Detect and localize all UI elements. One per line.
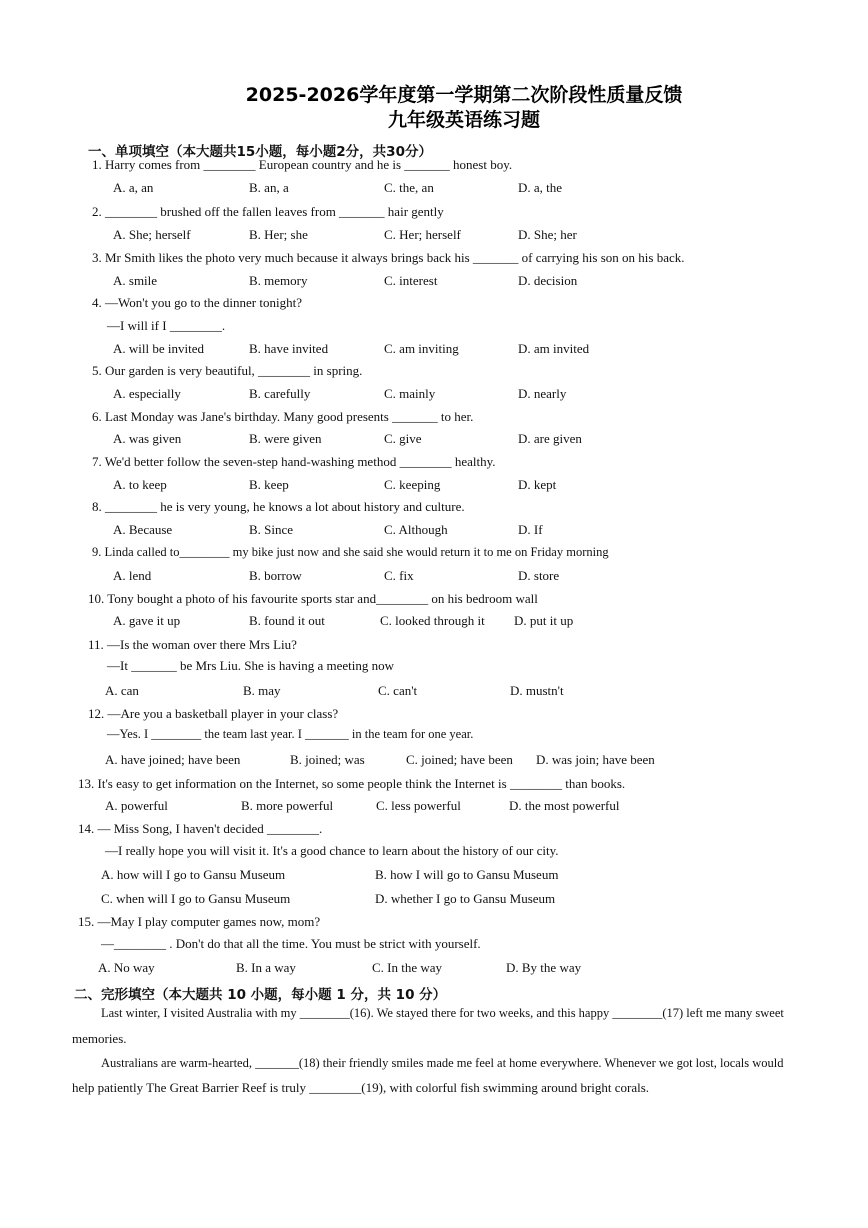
question-stem: 4. —Won't you go to the dinner tonight? xyxy=(92,295,302,310)
question-option: A. No way xyxy=(98,960,155,975)
question-option: B. may xyxy=(243,683,281,698)
question-option: A. smile xyxy=(113,273,158,288)
question-option: C. the, an xyxy=(384,180,434,195)
question-option: B. memory xyxy=(249,273,308,288)
question-option: C. when will I go to Gansu Museum xyxy=(101,891,291,906)
question-stem: 3. Mr Smith likes the photo very much because it always brings back his _______ of carrying his son on his back. xyxy=(92,250,685,265)
question-stem-reply: —I will if I ________. xyxy=(107,318,226,333)
question-option: B. an, a xyxy=(249,180,289,195)
question-option: B. keep xyxy=(249,477,289,492)
question-stem: 15. —May I play computer games now, mom? xyxy=(78,914,321,929)
section-2-heading: 二、完形填空（本大题共 10 小题，每小题 1 分，共 10 分） xyxy=(74,987,447,1003)
question-option: A. lend xyxy=(113,568,152,583)
question-stem-reply: —I really hope you will visit it. It's a good chance to learn about the history of our city. xyxy=(105,843,559,858)
question-option: B. were given xyxy=(249,431,322,446)
question-stem: 14. — Miss Song, I haven't decided ________. xyxy=(78,821,323,836)
question-option: B. In a way xyxy=(236,960,296,975)
question-option: D. the most powerful xyxy=(509,798,620,813)
exam-title: 2025-2026学年度第一学期第二次阶段性质量反馈 xyxy=(245,84,683,106)
question-option: D. store xyxy=(518,568,560,583)
question-stem: 10. Tony bought a photo of his favourite sports star and________ on his bedroom wall xyxy=(88,591,538,606)
question-option: B. carefully xyxy=(249,386,311,401)
question-option: B. Her; she xyxy=(249,227,308,242)
question-option: C. give xyxy=(384,431,422,446)
exam-subtitle: 九年级英语练习题 xyxy=(387,109,540,131)
question-option: D. put it up xyxy=(514,613,574,628)
passage-line: memories. xyxy=(72,1031,127,1046)
question-option: B. Since xyxy=(249,522,294,537)
passage-line: Australians are warm-hearted, _______(18) their friendly smiles made me feel at home everywhere. Whenever we got lost, locals would xyxy=(101,1056,784,1070)
question-option: A. powerful xyxy=(105,798,168,813)
question-option: C. In the way xyxy=(372,960,443,975)
question-option: D. mustn't xyxy=(510,683,564,698)
question-option: C. mainly xyxy=(384,386,436,401)
question-option: A. gave it up xyxy=(113,613,181,628)
question-stem: 8. ________ he is very young, he knows a lot about history and culture. xyxy=(92,499,465,514)
question-option: D. a, the xyxy=(518,180,563,195)
question-option: C. Although xyxy=(384,522,448,537)
question-stem: 9. Linda called to________ my bike just now and she said she would return it to me on Friday morning xyxy=(92,545,609,559)
question-option: A. Because xyxy=(113,522,173,537)
question-option: D. nearly xyxy=(518,386,567,401)
question-stem-reply: —Yes. I ________ the team last year. I _______ in the team for one year. xyxy=(107,727,474,741)
question-option: C. joined; have been xyxy=(406,752,513,767)
question-option: C. keeping xyxy=(384,477,441,492)
question-stem: 11. —Is the woman over there Mrs Liu? xyxy=(88,637,297,652)
question-option: D. are given xyxy=(518,431,582,446)
question-option: A. especially xyxy=(113,386,181,401)
question-option: B. have invited xyxy=(249,341,329,356)
passage-line: Last winter, I visited Australia with my ________(16). We stayed there for two weeks, and this happy ________(17) left me many sweet xyxy=(101,1006,784,1020)
question-option: D. If xyxy=(518,522,543,537)
question-option: A. will be invited xyxy=(113,341,204,356)
question-option: D. whether I go to Gansu Museum xyxy=(375,891,556,906)
passage-line: help patiently The Great Barrier Reef is truly ________(19), with colorful fish swimming around bright corals. xyxy=(72,1080,650,1095)
question-option: D. By the way xyxy=(506,960,582,975)
question-option: C. looked through it xyxy=(380,613,485,628)
question-option: A. was given xyxy=(113,431,182,446)
question-option: D. am invited xyxy=(518,341,590,356)
question-option: A. a, an xyxy=(113,180,154,195)
question-stem: 5. Our garden is very beautiful, ________ in spring. xyxy=(92,363,363,378)
question-option: A. She; herself xyxy=(113,227,191,242)
question-option: B. borrow xyxy=(249,568,302,583)
question-option: C. interest xyxy=(384,273,438,288)
question-option: B. more powerful xyxy=(241,798,334,813)
question-stem: 13. It's easy to get information on the Internet, so some people think the Internet is ________ than books. xyxy=(78,776,626,791)
question-option: D. decision xyxy=(518,273,578,288)
section-1-heading: 一、单项填空（本大题共15小题，每小题2分，共30分） xyxy=(88,144,432,160)
question-option: A. have joined; have been xyxy=(105,752,241,767)
question-option: D. She; her xyxy=(518,227,577,242)
question-option: C. fix xyxy=(384,568,414,583)
question-stem-reply: —It _______ be Mrs Liu. She is having a meeting now xyxy=(107,658,395,673)
question-stem: 2. ________ brushed off the fallen leaves from _______ hair gently xyxy=(92,204,444,219)
question-stem-reply: —________ . Don't do that all the time. You must be strict with yourself. xyxy=(101,936,481,951)
question-option: C. less powerful xyxy=(376,798,461,813)
question-option: C. can't xyxy=(378,683,418,698)
question-option: D. was join; have been xyxy=(536,752,655,767)
question-option: D. kept xyxy=(518,477,557,492)
question-stem: 6. Last Monday was Jane's birthday. Many good presents _______ to her. xyxy=(92,409,474,424)
question-stem: 1. Harry comes from ________ European country and he is _______ honest boy. xyxy=(92,157,513,172)
question-option: A. how will I go to Gansu Museum xyxy=(101,867,286,882)
question-option: C. am inviting xyxy=(384,341,459,356)
question-option: B. found it out xyxy=(249,613,325,628)
question-stem: 7. We'd better follow the seven-step hand-washing method ________ healthy. xyxy=(92,454,496,469)
question-option: B. joined; was xyxy=(290,752,365,767)
question-option: C. Her; herself xyxy=(384,227,461,242)
question-option: A. to keep xyxy=(113,477,167,492)
question-stem: 12. —Are you a basketball player in your class? xyxy=(88,706,339,721)
question-option: A. can xyxy=(105,683,139,698)
question-option: B. how I will go to Gansu Museum xyxy=(375,867,559,882)
